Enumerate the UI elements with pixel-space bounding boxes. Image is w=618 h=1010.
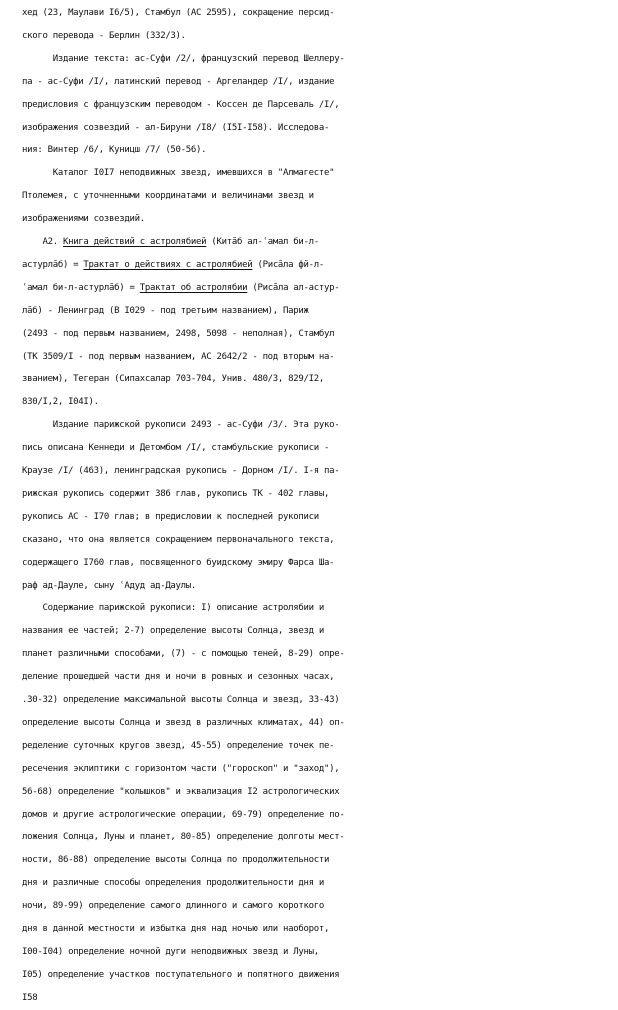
text-line	[22, 964, 602, 987]
text-line	[22, 162, 602, 185]
text-segment: изображениями созвездий.	[22, 214, 145, 225]
text-line	[22, 323, 602, 346]
text-segment: 56-68) определение "колышков" и эквализация I2 астрологических	[22, 786, 340, 797]
text-segment: рукопись АС - I70 глав; в предисловии к последней рукописи	[22, 511, 319, 522]
text-segment: содержащего I760 глав, посвященного буидскому эмиру Фарса Ша-	[22, 557, 335, 568]
page-number	[22, 987, 602, 1010]
text-segment: Издание текста: ас-Суфи /2/, французский перевод Шеллеру-	[22, 53, 345, 64]
text-segment: (Рисāла ал-астур-	[247, 282, 340, 293]
text-segment: ности, 86-88) определение высоты Солнца по продолжительности	[22, 855, 330, 866]
text-line	[22, 48, 602, 71]
text-segment: названия ее частей; 2-7) определение высоты Солнца, звезд и	[22, 626, 324, 637]
text-line	[22, 231, 602, 254]
text-line	[22, 712, 602, 735]
text-line	[22, 483, 602, 506]
text-line	[22, 620, 602, 643]
text-line	[22, 689, 602, 712]
text-segment: (2493 - под первым названием, 2498, 5098 - неполная), Стамбул	[22, 328, 335, 339]
text-line	[22, 139, 602, 162]
text-line	[22, 849, 602, 872]
text-segment: А2.	[22, 237, 63, 247]
text-line	[22, 208, 602, 231]
text-line	[22, 346, 602, 369]
text-line	[22, 941, 602, 964]
text-segment: хед (23, Маулави I6/5), Стамбул (АС 2595), сокращение персид-	[22, 8, 335, 18]
underlined-title: Книга действий с астролябией	[62, 237, 207, 247]
text-line	[22, 666, 602, 689]
text-segment: Птолемея, с уточненными координатами и величинами звезд и	[22, 191, 314, 202]
text-segment: пись описана Кеннеди и Детомбом /I/, стамбульские рукописи -	[22, 443, 330, 454]
text-line	[22, 918, 602, 941]
text-segment: (Китāб ал-ʿамал би-л-	[206, 237, 319, 247]
text-segment: астурлāб) =	[22, 259, 84, 270]
text-segment: (Рисāла фй-л-	[252, 259, 325, 270]
text-segment: I00-I04) определение ночной дуги неподвижных звезд и Луны,	[22, 946, 319, 957]
text-segment: 830/I,2, I04I).	[22, 397, 99, 408]
text-segment: Содержание парижской рукописи: I) описание астролябии и	[22, 603, 324, 614]
text-segment: ределение суточных кругов звезд, 45-55) определение точек пе-	[22, 740, 335, 751]
text-line	[22, 414, 602, 437]
text-segment: па - ас-Суфи /I/, латинский перевод - Аргеландер /I/, издание	[22, 76, 335, 87]
text-line	[22, 895, 602, 918]
text-segment: Краузе /I/ (463), ленинградская рукопись - Дорном /I/. I-я па-	[22, 466, 340, 476]
text-line	[22, 872, 602, 895]
text-line	[22, 460, 602, 483]
text-segment: .30-32) определение максимальной высоты Солнца и звезд, 33-43)	[22, 695, 340, 705]
text-line	[22, 94, 602, 117]
text-segment: дня и различные способы определения продолжительности дня и	[22, 878, 324, 889]
text-line	[22, 529, 602, 552]
text-segment: лāб) - Ленинград (В I029 - под третьим названием), Париж	[22, 305, 309, 316]
text-segment: предисловия с французским переводом - Коссен де Парсеваль /I/,	[22, 99, 340, 110]
text-segment: ского перевода - Берлин (332/3).	[22, 30, 186, 41]
text-line	[22, 25, 602, 48]
text-line	[22, 597, 602, 620]
text-line	[22, 552, 602, 575]
text-line	[22, 2, 602, 25]
text-segment: дня в данной местности и избытка дня над ночью или наоборот,	[22, 924, 330, 934]
underlined-title: Трактат о действиях с астролябией	[83, 259, 253, 270]
text-line	[22, 506, 602, 529]
text-line	[22, 826, 602, 849]
text-line	[22, 437, 602, 460]
text-segment: ложения Солнца, Луны и планет, 80-85) определение долготы мест-	[22, 832, 345, 843]
text-line	[22, 254, 602, 277]
text-line	[22, 368, 602, 391]
text-line	[22, 781, 602, 804]
text-segment: ресечения эклиптики с горизонтом части ("гороскоп" и "заход"),	[22, 763, 340, 774]
text-line	[22, 735, 602, 758]
text-line	[22, 185, 602, 208]
text-line	[22, 758, 602, 781]
text-segment: сказано, что она является сокращением первоначального текста,	[22, 534, 335, 545]
text-segment: рижская рукопись содержит 386 глав, рукопись ТК - 402 главы,	[22, 488, 330, 499]
text-line	[22, 117, 602, 140]
text-segment: I05) определение участков поступательного и попятного движения	[22, 969, 340, 980]
text-segment: раф ад-Дауле, сыну ʿАдуд ад-Даулы.	[22, 580, 197, 591]
text-segment: определение высоты Солнца и звезд в различных климатах, 44) оп-	[22, 717, 345, 728]
text-segment: ния: Винтер /6/, Куницш /7/ (50-56).	[22, 145, 207, 156]
text-line	[22, 575, 602, 598]
text-segment: (ТК 3509/I - под первым названием, АС 2642/2 - под вторым на-	[22, 351, 335, 362]
text-segment: деление прошедшей части дня и ночи в ровных и сезонных часах,	[22, 672, 335, 683]
text-line	[22, 277, 602, 300]
text-segment: изображения созвездий - ал-Бируни /I8/ (I5I-I58). Исследова-	[22, 122, 330, 133]
text-segment: Каталог I0I7 неподвижных звезд, имевшихся в "Алмагесте"	[22, 168, 335, 179]
text-segment: Издание парижской рукописи 2493 - ас-Суфи /3/. Эта руко-	[22, 420, 340, 431]
text-segment: домов и другие астрологические операции, 69-79) определение по-	[22, 809, 345, 820]
text-segment: званием), Тегеран (Сипахсалар 703-704, Унив. 480/3, 829/I2,	[22, 374, 324, 385]
text-line	[22, 804, 602, 827]
text-segment: ночи, 89-99) определение самого длинного и самого короткого	[22, 901, 324, 912]
text-segment: I58	[22, 992, 38, 1003]
text-line	[22, 300, 602, 323]
text-line	[22, 71, 602, 94]
text-line	[22, 643, 602, 666]
text-line	[22, 391, 602, 414]
underlined-title: Трактат об астролябии	[139, 282, 248, 293]
text-segment: ʿамал би-л-астурлāб) =	[22, 282, 140, 293]
text-segment: планет различными способами, (7) - с помощью теней, 8-29) опре-	[22, 649, 345, 660]
